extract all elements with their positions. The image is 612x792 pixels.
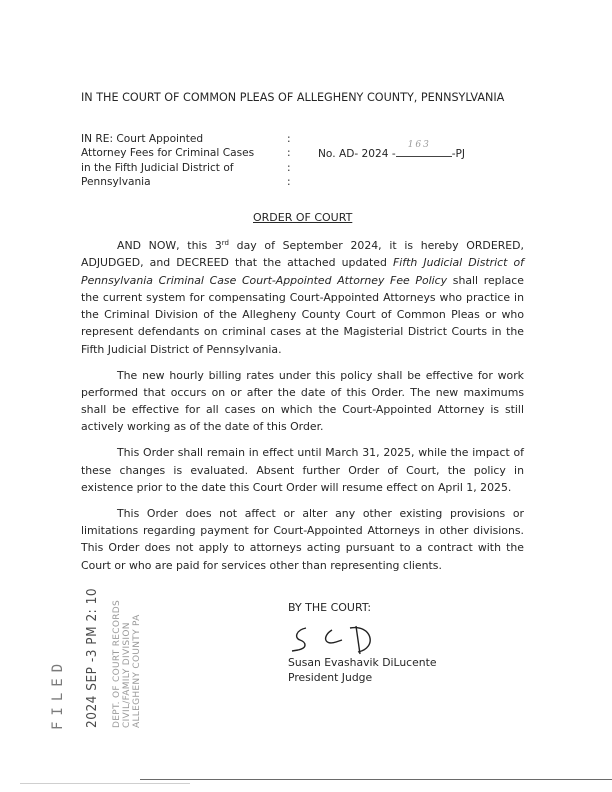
judge-title: President Judge — [288, 670, 373, 684]
p1-text-c: shall replace the current system for compensating Court-Appointed Attorneys who practice in the Criminal Division of the Allegheny County Court of Common Pleas or who represent defendants on criminal cases at the Magisterial District Courts in the Fifth Judicial District of Pennsylvania. — [81, 273, 524, 356]
order-paragraph-2: The new hourly billing rates under this policy shall be effective for work performed that occurs on or after the date of this Order. The new maximums shall be effective for all cases on which the Court-Appointed Attorney is still actively working as of the date of this Order. — [81, 368, 524, 434]
dept-stamp-line: ALLEGHENY COUNTY PA — [132, 614, 142, 728]
footer-rule-faint — [20, 783, 190, 784]
caption-line: Attorney Fees for Criminal Cases — [81, 147, 255, 160]
filed-stamp: FILED — [50, 657, 66, 730]
order-paragraph-4: This Order does not affect or alter any other existing provisions or limitations regarding payment for Court-Appointed Attorneys in other divisions. This Order does not apply to attorneys acting pursuant to a contract with the Court or who are paid for services other than representing clients. — [81, 506, 524, 572]
docket-prefix: No. AD- 2024 - — [318, 148, 396, 160]
dept-stamp-line: CIVIL/FAMILY DIVISION — [122, 622, 132, 728]
court-title: IN THE COURT OF COMMON PLEAS OF ALLEGHENY COUNTY, PENNSYLVANIA — [81, 91, 505, 104]
department-stamp — [112, 600, 142, 728]
docket-handwritten: 163 — [407, 140, 431, 150]
footer-rule — [140, 779, 612, 780]
p1-text-a: AND NOW, this 3 — [117, 239, 222, 252]
order-paragraph-1 — [81, 237, 524, 358]
docket-number — [318, 140, 466, 160]
docket-suffix: -PJ — [451, 148, 466, 160]
caption-colons: : : : : — [287, 133, 291, 188]
caption-line: IN RE: Court Appointed — [81, 133, 204, 145]
order-paragraph-3: This Order shall remain in effect until March 31, 2025, while the impact of these changes is evaluated. Absent further Order of Court, the policy in existence prior to the date this Court Order will resume effect on April 1, 2025. — [81, 446, 524, 494]
dept-stamp-line: DEPT. OF COURT RECORDS — [112, 599, 122, 728]
order-title: ORDER OF COURT — [253, 211, 353, 224]
caption-line: in the Fifth Judicial District of — [81, 161, 234, 174]
docket-blank — [396, 140, 452, 157]
filing-date-stamp: 2024 SEP -3 PM 2: 10 — [84, 587, 100, 728]
judge-signature — [286, 618, 396, 658]
by-the-court: BY THE COURT: — [288, 601, 372, 614]
caption-line: Pennsylvania — [81, 175, 151, 188]
order-body — [81, 237, 524, 582]
judge-name: Susan Evashavik DiLucente — [288, 656, 437, 669]
case-caption — [81, 132, 254, 189]
p1-superscript: rd — [221, 239, 229, 247]
p1-text-b: day of September 2024, it is hereby ORDERED, ADJUDGED, and DECREED that the attached updated — [81, 239, 524, 270]
judge-block — [288, 656, 436, 685]
policy-title: Fifth Judicial District of Pennsylvania Criminal Case Court-Appointed Attorney Fee Policy — [81, 256, 524, 287]
